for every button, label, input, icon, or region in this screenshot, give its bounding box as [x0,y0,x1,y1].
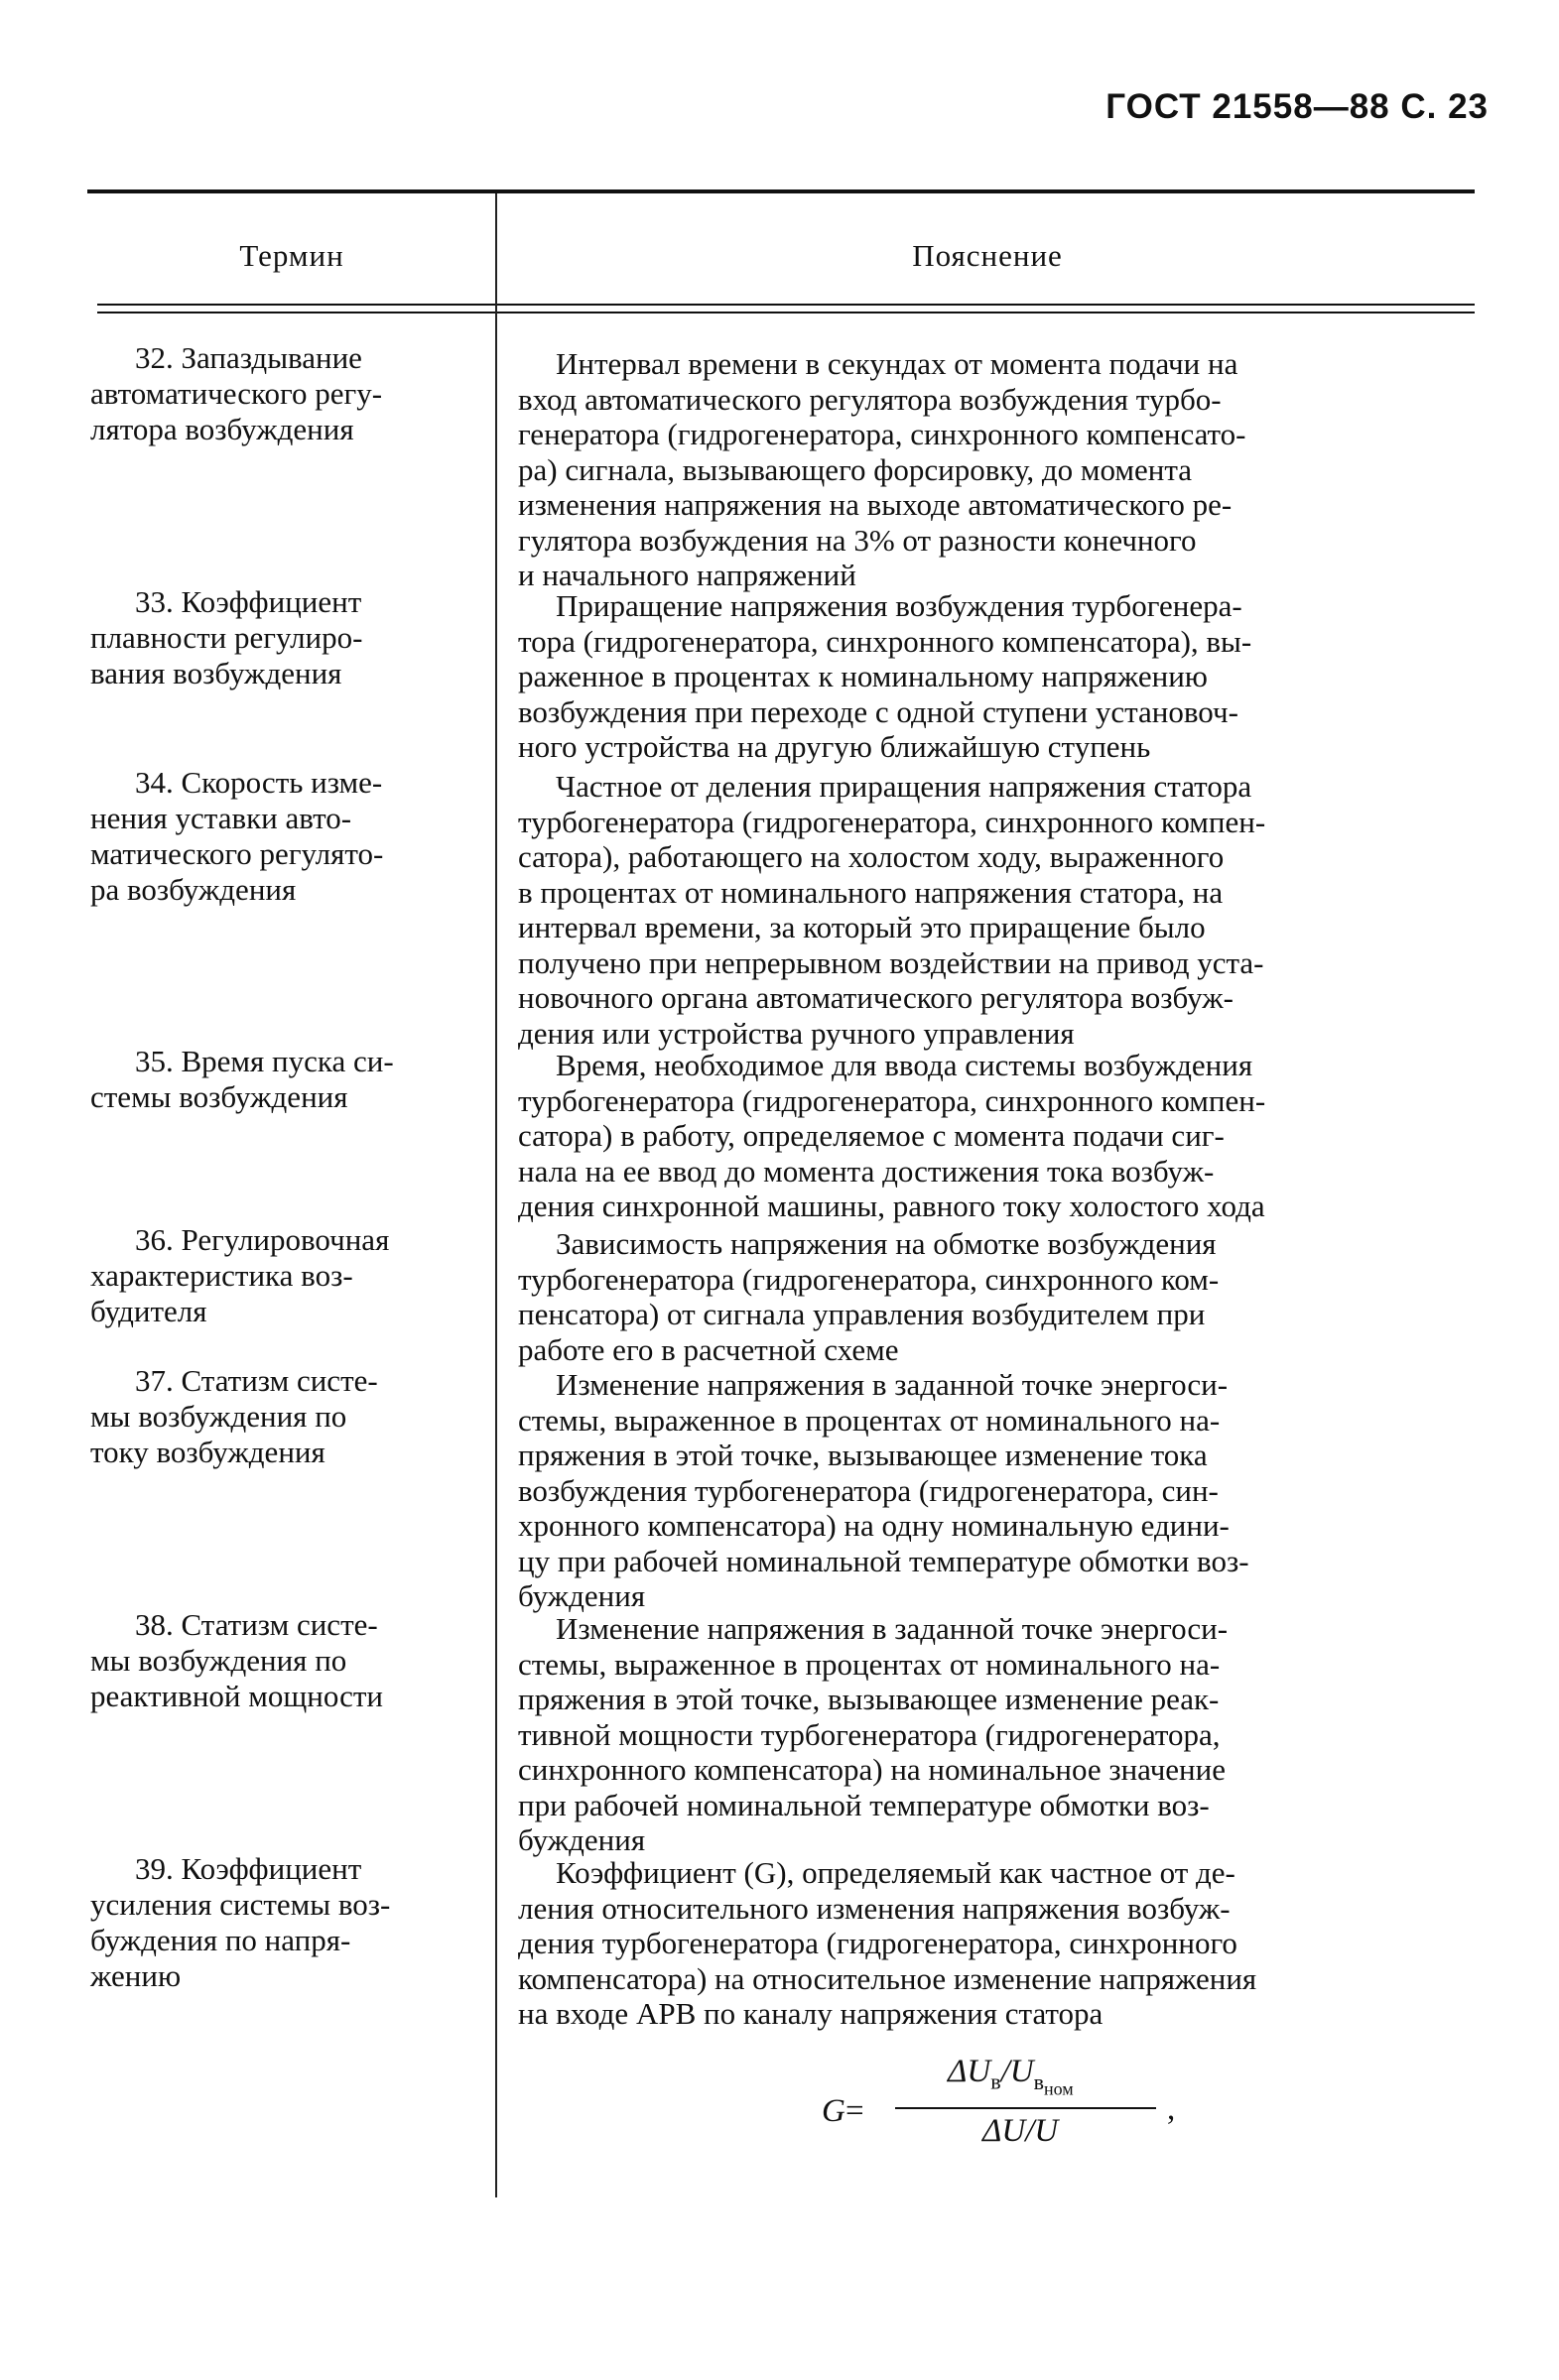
explanation-35-text: Время, необходимое для ввода системы возбуждения турбогенератора (гидрогенератора, синхронного компен- сатора) в работу, определяемое с момента подачи сиг- нала на ее ввод до момента достижения тока возбуж- дения синхронной машины, равного току холостого хода [518,1048,1266,1223]
page-header-title: ГОСТ 21558—88 С. 23 [1105,87,1489,126]
explanation-35 [518,1048,1477,1224]
formula-fraction-bar [895,2107,1156,2109]
explanation-36-text: Зависимость напряжения на обмотке возбуждения турбогенератора (гидрогенератора, синхронного ком- пенсатора) от сигнала управления возбудителем при работе его в расчетной схеме [518,1226,1220,1367]
term-37-text: 37. Статизм систе- мы возбуждения по току возбуждения [90,1363,378,1469]
formula-num-sub-bnom-b: в [1033,2068,1044,2094]
term-39-text: 39. Коэффициент усиления системы воз- буждения по напря- жению [90,1851,391,1993]
explanation-33-text: Приращение напряжения возбуждения турбогенера- тора (гидрогенератора, синхронного компенсатора), вы- раженное в процентах к номинальному напряжению возбуждения при переходе с одной ступени установоч- ного устройства на другую ближайшую ступень [518,588,1252,764]
term-36 [90,1222,464,1329]
formula-comma: , [1167,2091,1176,2127]
explanation-38 [518,1611,1477,1858]
formula-equals: = [845,2093,864,2129]
term-33 [90,584,464,691]
explanation-37 [518,1367,1477,1614]
formula-num-delta: ΔU [948,2054,991,2089]
term-33-text: 33. Коэффициент плавности регулиро- вания возбуждения [90,584,363,690]
formula-num-slash: /U [1000,2054,1034,2089]
term-39 [90,1851,464,1994]
term-35-text: 35. Время пуска си- стемы возбуждения [90,1044,394,1114]
term-32 [90,340,464,447]
explanation-37-text: Изменение напряжения в заданной точке энергоси- стемы, выраженное в процентах от номинального на- пряжения в этой точке, вызывающее изменение тока возбуждения турбогенератора (гидрогенератора, син- хронного компенсатора) на одну номинальную едини- цу при рабочей номинальной температуре обмотки воз- буждения [518,1367,1249,1613]
formula-numerator [948,2054,1074,2099]
explanation-32-text: Интервал времени в секундах от момента подачи на вход автоматического регулятора возбуждения турбо- генератора (гидрогенератора, синхронного компенсато- ра) сигнала, вызывающего форсировку, до момента изменения напряжения на выходе автоматического ре- гулятора возбуждения на 3% от разности конечного и начального напряжений [518,346,1246,592]
term-37 [90,1363,464,1470]
explanation-34 [518,769,1477,1051]
column-divider [495,193,497,2197]
table-top-rule [87,189,1475,193]
term-38 [90,1607,464,1714]
header-double-rule-upper [97,304,1475,306]
formula-num-sub-bnom-nom: ном [1043,2077,1074,2098]
formula-num-sub-b: в [990,2068,1001,2094]
term-36-text: 36. Регулировочная характеристика воз- будителя [90,1222,390,1328]
formula-denominator: ΔU/U [982,2113,1059,2149]
term-32-text: 32. Запаздывание автоматического регу- лятора возбуждения [90,340,383,446]
term-34-text: 34. Скорость изме- нения уставки авто- матического регулято- ра возбуждения [90,765,384,907]
explanation-34-text: Частное от деления приращения напряжения статора турбогенератора (гидрогенератора, синхронного компен- сатора), работающего на холостом ходу, выраженного в процентах от номинального напряжения статора, на интервал времени, за который это приращение было получено при непрерывном воздействии на привод уста- новочного органа автоматического регулятора возбуж- дения или устройства ручного управления [518,769,1266,1051]
column-header-term: Термин [239,238,344,273]
term-38-text: 38. Статизм систе- мы возбуждения по реактивной мощности [90,1607,383,1713]
explanation-33 [518,588,1477,765]
column-header-explanation: Пояснение [912,238,1063,273]
header-double-rule-lower [97,312,1475,313]
explanation-38-text: Изменение напряжения в заданной точке энергоси- стемы, выраженное в процентах от номинального на- пряжения в этой точке, вызывающее изменение реак- тивной мощности турбогенератора (гидрогенератора, синхронного компенсатора) на номинальное значение при рабочей номинальной температуре обмотки воз- буждения [518,1611,1229,1857]
explanation-36 [518,1226,1477,1367]
explanation-39-text: Коэффициент (G), определяемый как частное от де- ления относительного изменения напряжения возбуж- дения турбогенератора (гидрогенератора, синхронного компенсатора) на относительное изменение напряжения на входе АРВ по каналу напряжения статора [518,1855,1257,2031]
formula-lhs: G [822,2093,845,2129]
gain-formula [804,2054,1221,2153]
term-35 [90,1044,464,1115]
term-34 [90,765,464,908]
explanation-39 [518,1855,1477,2032]
explanation-32 [518,346,1477,593]
